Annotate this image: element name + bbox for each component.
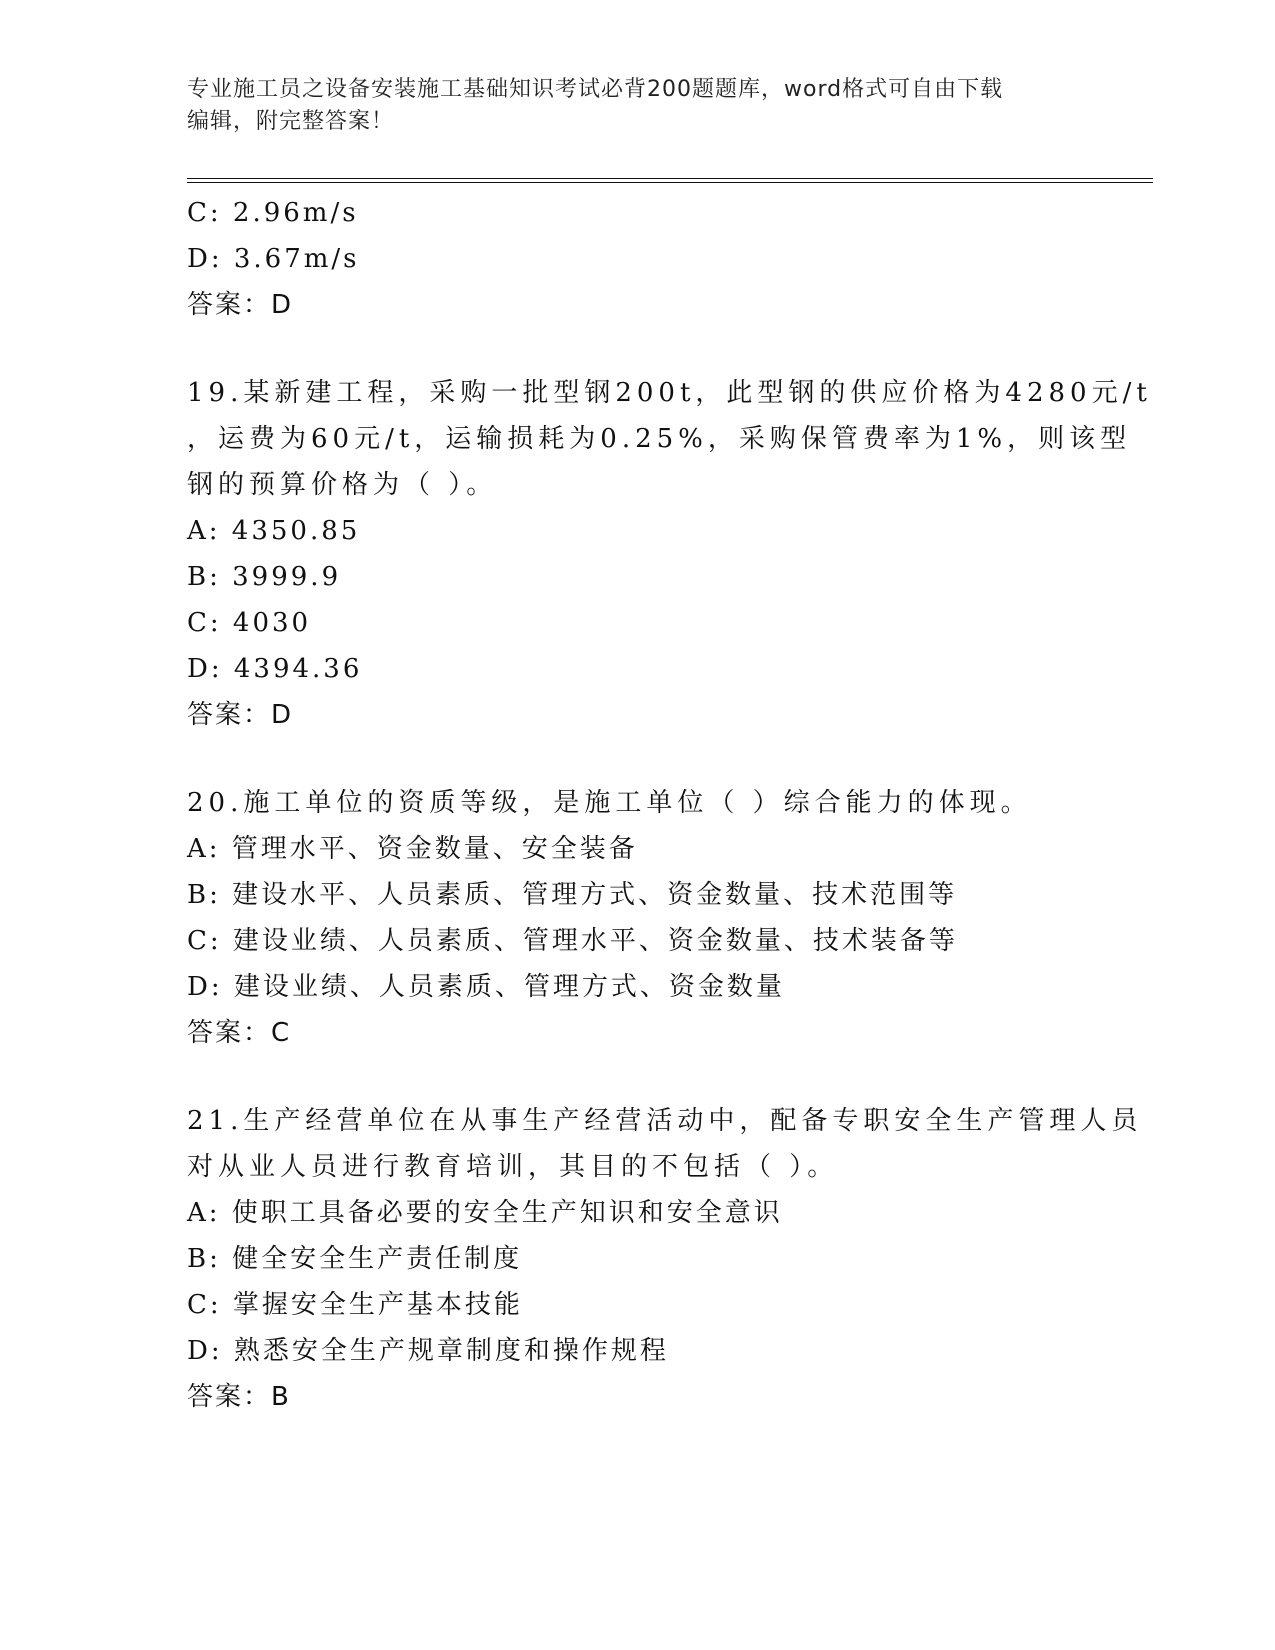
spacer (187, 1056, 1087, 1098)
question-stem-line: ，运费为60元/t，运输损耗为0.25%，采购保管费率为1%，则该型 (187, 424, 1132, 454)
header-divider-top (187, 178, 1153, 179)
question-20 (187, 780, 1087, 1056)
option-b: B: 健全安全生产责任制度 (187, 1244, 523, 1274)
question-stem-line: 对从业人员进行教育培训，其目的不包括（ ）。 (187, 1152, 839, 1182)
question-stem-line: 19.某新建工程，采购一批型钢200t，此型钢的供应价格为4280元/t (187, 378, 1152, 408)
spacer (187, 738, 1087, 780)
header-title-line-2: 编辑，附完整答案！ (187, 109, 395, 134)
option-a: A: 管理水平、资金数量、安全装备 (187, 834, 638, 864)
header-title-line-1: 专业施工员之设备安装施工基础知识考试必背200题题库，word格式可自由下载 (187, 77, 1004, 102)
option-a: A: 4350.85 (187, 516, 361, 546)
answer-line: 答案：C (187, 1018, 292, 1048)
question-stem-line: 20.施工单位的资质等级，是施工单位（ ）综合能力的体现。 (187, 788, 1032, 818)
option-b: B: 3999.9 (187, 562, 342, 592)
option-a: A: 使职工具备必要的安全生产知识和安全意识 (187, 1198, 783, 1228)
option-d: D: 4394.36 (187, 654, 363, 684)
option-c: C: 4030 (187, 608, 312, 638)
option-d: D: 3.67m/s (187, 244, 360, 274)
option-c: C: 掌握安全生产基本技能 (187, 1290, 523, 1320)
option-d: D: 建设业绩、人员素质、管理方式、资金数量 (187, 972, 785, 1002)
option-c: C: 2.96m/s (187, 198, 359, 228)
question-21 (187, 1098, 1143, 1420)
answer-line: 答案：B (187, 1382, 291, 1412)
question-18-continuation (187, 190, 1087, 328)
document-body (187, 190, 1152, 1420)
spacer (187, 328, 1087, 370)
question-19 (187, 370, 1152, 738)
option-b: B: 建设水平、人员素质、管理方式、资金数量、技术范围等 (187, 880, 958, 910)
option-d: D: 熟悉安全生产规章制度和操作规程 (187, 1336, 669, 1366)
question-stem-line: 钢的预算价格为（ ）。 (187, 470, 498, 500)
page-header (187, 74, 1067, 138)
question-stem-line: 21.生产经营单位在从事生产经营活动中，配备专职安全生产管理人员 (187, 1106, 1143, 1136)
header-divider-bottom (187, 182, 1153, 183)
answer-line: 答案：D (187, 700, 294, 730)
option-c: C: 建设业绩、人员素质、管理水平、资金数量、技术装备等 (187, 926, 958, 956)
answer-line: 答案：D (187, 290, 294, 320)
